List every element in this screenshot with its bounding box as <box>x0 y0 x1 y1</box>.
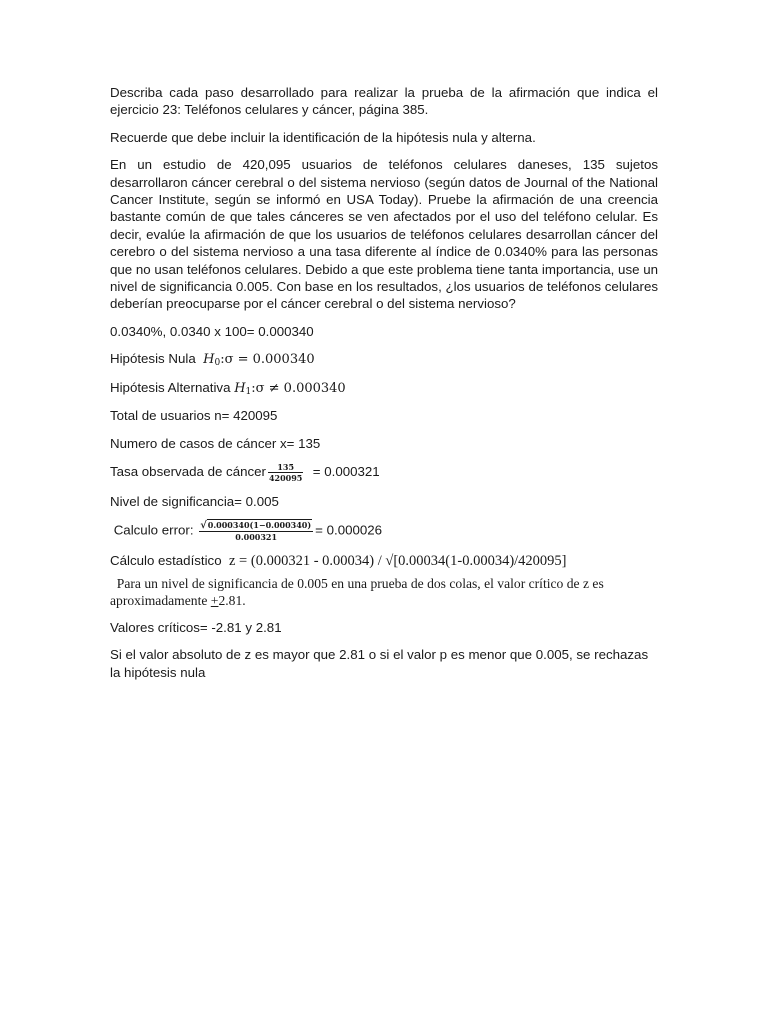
alternative-hypothesis-formula: $H_1:\sigma \ne 0.000340$ <box>234 380 346 397</box>
observed-rate <box>110 462 658 483</box>
test-statistic-formula: z = (0.000321 - 0.00034) / √[0.00034(1-0.00034)/420095] <box>229 553 567 570</box>
error-calculation <box>110 520 658 542</box>
plus-minus-symbol: + <box>210 592 219 608</box>
instruction-note: Recuerde que debe incluir la identificación de la hipótesis nula y alterna. <box>110 129 536 145</box>
alternative-hypothesis-label: Hipótesis Alternativa <box>110 379 231 395</box>
null-hypothesis-formula: $H_0:\sigma = 0.000340$ <box>203 352 315 369</box>
cancer-cases: Numero de casos de cáncer x= 135 <box>110 435 321 451</box>
critical-values: Valores críticos= -2.81 y 2.81 <box>110 619 282 635</box>
significance-level: Nivel de significancia= 0.005 <box>110 493 279 509</box>
error-label: Calculo error: <box>113 522 194 538</box>
observed-rate-fraction: $\frac{135}{420095}$ <box>268 461 303 483</box>
observed-rate-label: Tasa observada de cáncer <box>110 463 266 479</box>
critical-value-note: Para un nivel de significancia de 0.005 en una prueba de dos colas, el valor crítico de z es aproximadamente +2.81. <box>110 575 604 608</box>
percentage-conversion: 0.0340%, 0.0340 x 100= 0.000340 <box>110 323 314 339</box>
null-hypothesis-label: Hipótesis Nula <box>110 351 196 367</box>
error-fraction: $\frac{√0.000340(1-0.000340)}{0.000321}$ <box>200 520 312 543</box>
null-hypothesis <box>110 350 658 368</box>
sqrt-icon: √ <box>200 520 207 532</box>
instruction-paragraph: Describa cada paso desarrollado para realizar la prueba de la afirmación que indica el ejercicio 23: Teléfonos celulares y cáncer, página 385. <box>110 85 658 118</box>
test-statistic <box>110 552 658 570</box>
observed-rate-result: = 0.000321 <box>312 463 380 479</box>
problem-statement: En un estudio de 420,095 usuarios de teléfonos celulares daneses, 135 sujetos desarrollaron cáncer cerebral o del sistema nervioso (según datos de Journal of the National Cancer Institute, según se informó en USA Today). Pruebe la afirmación de una creencia bastante común de que tales cánceres se ven afectados por el uso del teléfono celular. Es decir, evalúe la afirmación de que los usuarios de teléfonos celulares desarrollan cáncer del cerebro o del sistema nervioso a una tasa diferente al índice de 0.0340% para las personas que no usan teléfonos celulares. Debido a que este problema tiene tanta importancia, use un nivel de significancia 0.005. Con base en los resultados, ¿los usuarios de teléfonos celulares deberían preocuparse por el cáncer cerebral o del sistema nervioso? <box>110 157 658 312</box>
document-body <box>110 84 658 691</box>
decision-rule: Si el valor absoluto de z es mayor que 2.81 o si el valor p es menor que 0.005, se rechazas la hipótesis nula <box>110 647 649 680</box>
total-users: Total de usuarios n= 420095 <box>110 408 278 424</box>
error-result: = 0.000026 <box>315 522 383 538</box>
test-statistic-label: Cálculo estadístico <box>110 553 222 569</box>
alternative-hypothesis <box>110 379 658 397</box>
